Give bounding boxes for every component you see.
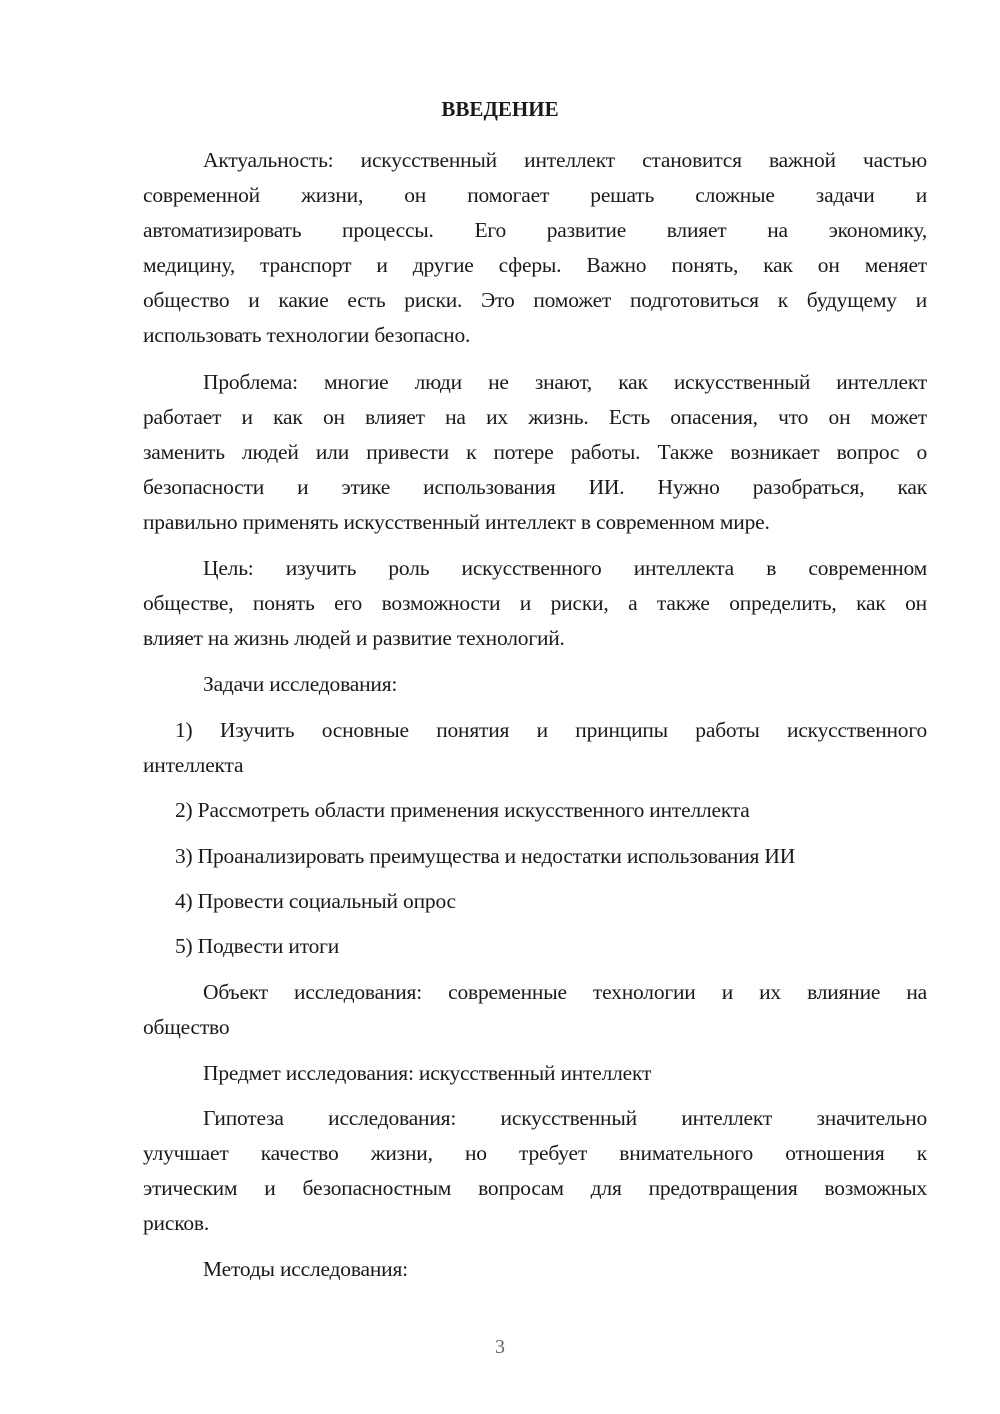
text-line: влияет на жизнь людей и развитие технологий. [143, 626, 565, 650]
text-line: работает и как он влияет на их жизнь. Есть опасения, что он может [143, 405, 927, 429]
page-number: 3 [495, 1336, 505, 1358]
list-item: 5) Подвести итоги [175, 934, 340, 958]
text-line: использовать технологии безопасно. [143, 323, 471, 347]
text-line: Цель: изучить роль искусственного интеллекта в современном [203, 556, 927, 580]
list-item: 4) Провести социальный опрос [175, 889, 456, 913]
text-line: Актуальность: искусственный интеллект становится важной частью [203, 148, 927, 172]
text-line: обществе, понять его возможности и риски, а также определить, как он [143, 591, 927, 615]
text-line: Задачи исследования: [203, 672, 398, 696]
text-line: Объект исследования: современные технологии и их влияние на [203, 980, 927, 1004]
list-item: 2) Рассмотреть области применения искусственного интеллекта [175, 798, 750, 822]
text-line: улучшает качество жизни, но требует внимательного отношения к [143, 1141, 927, 1165]
text-line: общество и какие есть риски. Это поможет подготовиться к будущему и [143, 288, 927, 312]
text-line: общество [143, 1015, 230, 1039]
text-line: медицину, транспорт и другие сферы. Важно понять, как он меняет [143, 253, 927, 277]
text-line: Предмет исследования: искусственный интеллект [203, 1061, 652, 1085]
list-item: 3) Проанализировать преимущества и недостатки использования ИИ [175, 844, 796, 868]
text-line: интеллекта [143, 753, 244, 777]
text-line: современной жизни, он помогает решать сложные задачи и [143, 183, 927, 207]
text-line: Методы исследования: [203, 1257, 408, 1281]
text-line: правильно применять искусственный интеллект в современном мире. [143, 510, 770, 534]
text-line: Проблема: многие люди не знают, как искусственный интеллект [203, 370, 927, 394]
text-line: безопасности и этике использования ИИ. Нужно разобраться, как [143, 475, 927, 499]
text-line: Гипотеза исследования: искусственный интеллект значительно [203, 1106, 927, 1130]
text-line: автоматизировать процессы. Его развитие влияет на экономику, [143, 218, 927, 242]
text-line: этическим и безопасностным вопросам для предотвращения возможных [143, 1176, 927, 1200]
text-line: заменить людей или привести к потере работы. Также возникает вопрос о [143, 440, 927, 464]
text-line: рисков. [143, 1211, 210, 1235]
page-title: ВВЕДЕНИЕ [441, 97, 559, 121]
list-item: 1) Изучить основные понятия и принципы работы искусственного [175, 718, 927, 742]
